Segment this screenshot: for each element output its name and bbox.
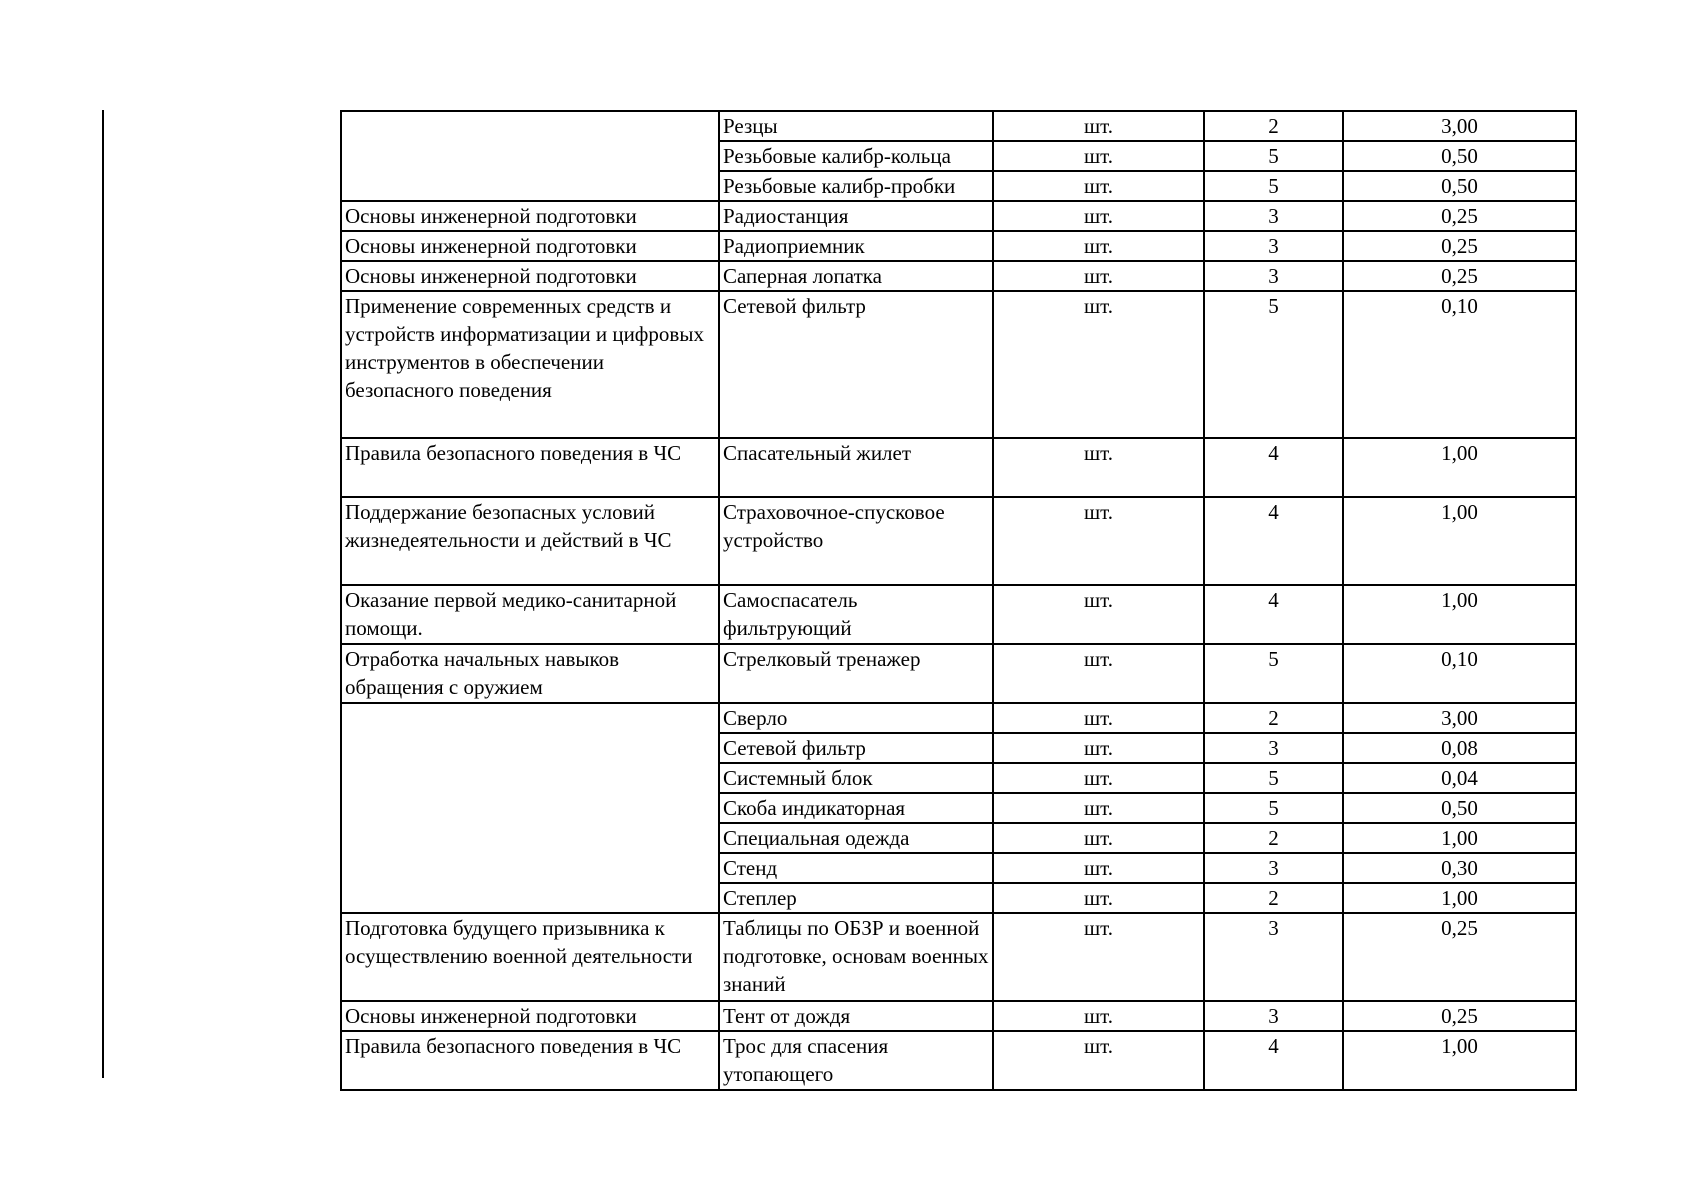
unit-cell: шт.: [993, 201, 1204, 231]
item-cell: Трос для спасения утопающего: [719, 1031, 993, 1090]
section-cell: Основы инженерной подготовки: [341, 1001, 719, 1031]
unit-cell: шт.: [993, 497, 1204, 585]
service-life-cell: 0,10: [1343, 644, 1576, 703]
table-row: [341, 1031, 1576, 1090]
unit-cell: шт.: [993, 913, 1204, 1001]
equipment-table: [340, 110, 1577, 1091]
unit-cell: шт.: [993, 171, 1204, 201]
item-cell: Сетевой фильтр: [719, 291, 993, 438]
section-cell: Подготовка будущего призывника к осуществлению военной деятельности: [341, 913, 719, 1001]
quantity-cell: 2: [1204, 703, 1343, 733]
unit-cell: шт.: [993, 438, 1204, 497]
service-life-cell: 0,50: [1343, 171, 1576, 201]
service-life-cell: 1,00: [1343, 585, 1576, 644]
quantity-cell: 4: [1204, 497, 1343, 585]
item-cell: Специальная одежда: [719, 823, 993, 853]
unit-cell: шт.: [993, 1031, 1204, 1090]
quantity-cell: 5: [1204, 141, 1343, 171]
section-cell: Применение современных средств и устройств информатизации и цифровых инструментов в обеспечении безопасного поведения: [341, 291, 719, 438]
section-cell: [341, 111, 719, 201]
service-life-cell: 0,25: [1343, 913, 1576, 1001]
service-life-cell: 0,25: [1343, 261, 1576, 291]
quantity-cell: 5: [1204, 793, 1343, 823]
unit-cell: шт.: [993, 261, 1204, 291]
unit-cell: шт.: [993, 111, 1204, 141]
table-row: [341, 497, 1576, 585]
item-cell: Тент от дождя: [719, 1001, 993, 1031]
service-life-cell: 0,10: [1343, 291, 1576, 438]
unit-cell: шт.: [993, 703, 1204, 733]
item-cell: Сетевой фильтр: [719, 733, 993, 763]
unit-cell: шт.: [993, 291, 1204, 438]
table-row: [341, 291, 1576, 438]
unit-cell: шт.: [993, 793, 1204, 823]
service-life-cell: 0,50: [1343, 793, 1576, 823]
item-cell: Самоспасатель фильтрующий: [719, 585, 993, 644]
section-cell: Правила безопасного поведения в ЧС: [341, 438, 719, 497]
item-cell: Стрелковый тренажер: [719, 644, 993, 703]
quantity-cell: 5: [1204, 644, 1343, 703]
table-row: [341, 111, 1576, 141]
table-row: [341, 913, 1576, 1001]
service-life-cell: 1,00: [1343, 438, 1576, 497]
item-cell: Радиостанция: [719, 201, 993, 231]
service-life-cell: 0,25: [1343, 201, 1576, 231]
quantity-cell: 2: [1204, 111, 1343, 141]
service-life-cell: 0,04: [1343, 763, 1576, 793]
unit-cell: шт.: [993, 141, 1204, 171]
table-row: [341, 261, 1576, 291]
service-life-cell: 0,30: [1343, 853, 1576, 883]
table-row: [341, 703, 1576, 733]
table-row: [341, 438, 1576, 497]
quantity-cell: 2: [1204, 823, 1343, 853]
item-cell: Резцы: [719, 111, 993, 141]
quantity-cell: 4: [1204, 585, 1343, 644]
section-cell: Оказание первой медико-санитарной помощи.: [341, 585, 719, 644]
item-cell: Стенд: [719, 853, 993, 883]
service-life-cell: 3,00: [1343, 703, 1576, 733]
item-cell: Резьбовые калибр-пробки: [719, 171, 993, 201]
item-cell: Спасательный жилет: [719, 438, 993, 497]
service-life-cell: 3,00: [1343, 111, 1576, 141]
item-cell: Сверло: [719, 703, 993, 733]
service-life-cell: 1,00: [1343, 883, 1576, 913]
section-cell: Отработка начальных навыков обращения с оружием: [341, 644, 719, 703]
section-cell: Основы инженерной подготовки: [341, 201, 719, 231]
section-cell: Основы инженерной подготовки: [341, 261, 719, 291]
quantity-cell: 3: [1204, 201, 1343, 231]
unit-cell: шт.: [993, 853, 1204, 883]
unit-cell: шт.: [993, 763, 1204, 793]
table-row: [341, 231, 1576, 261]
section-cell: Поддержание безопасных условий жизнедеятельности и действий в ЧС: [341, 497, 719, 585]
quantity-cell: 3: [1204, 853, 1343, 883]
quantity-cell: 3: [1204, 261, 1343, 291]
quantity-cell: 3: [1204, 231, 1343, 261]
quantity-cell: 3: [1204, 733, 1343, 763]
item-cell: Радиоприемник: [719, 231, 993, 261]
service-life-cell: 0,50: [1343, 141, 1576, 171]
quantity-cell: 5: [1204, 763, 1343, 793]
service-life-cell: 1,00: [1343, 1031, 1576, 1090]
quantity-cell: 5: [1204, 291, 1343, 438]
unit-cell: шт.: [993, 823, 1204, 853]
unit-cell: шт.: [993, 1001, 1204, 1031]
table-row: [341, 201, 1576, 231]
item-cell: Скоба индикаторная: [719, 793, 993, 823]
item-cell: Системный блок: [719, 763, 993, 793]
quantity-cell: 2: [1204, 883, 1343, 913]
item-cell: Таблицы по ОБЗР и военной подготовке, основам военных знаний: [719, 913, 993, 1001]
table-row: [341, 585, 1576, 644]
table-row: [341, 1001, 1576, 1031]
quantity-cell: 4: [1204, 1031, 1343, 1090]
unit-cell: шт.: [993, 644, 1204, 703]
item-cell: Резьбовые калибр-кольца: [719, 141, 993, 171]
quantity-cell: 3: [1204, 913, 1343, 1001]
section-cell: [341, 703, 719, 913]
service-life-cell: 0,25: [1343, 231, 1576, 261]
item-cell: Страховочное-спусковое устройство: [719, 497, 993, 585]
section-cell: Правила безопасного поведения в ЧС: [341, 1031, 719, 1090]
quantity-cell: 3: [1204, 1001, 1343, 1031]
service-life-cell: 1,00: [1343, 497, 1576, 585]
item-cell: Саперная лопатка: [719, 261, 993, 291]
table-row: [341, 644, 1576, 703]
quantity-cell: 4: [1204, 438, 1343, 497]
page-margin-line: [102, 110, 104, 1078]
unit-cell: шт.: [993, 883, 1204, 913]
service-life-cell: 1,00: [1343, 823, 1576, 853]
unit-cell: шт.: [993, 585, 1204, 644]
quantity-cell: 5: [1204, 171, 1343, 201]
service-life-cell: 0,25: [1343, 1001, 1576, 1031]
section-cell: Основы инженерной подготовки: [341, 231, 719, 261]
unit-cell: шт.: [993, 733, 1204, 763]
unit-cell: шт.: [993, 231, 1204, 261]
item-cell: Степлер: [719, 883, 993, 913]
service-life-cell: 0,08: [1343, 733, 1576, 763]
